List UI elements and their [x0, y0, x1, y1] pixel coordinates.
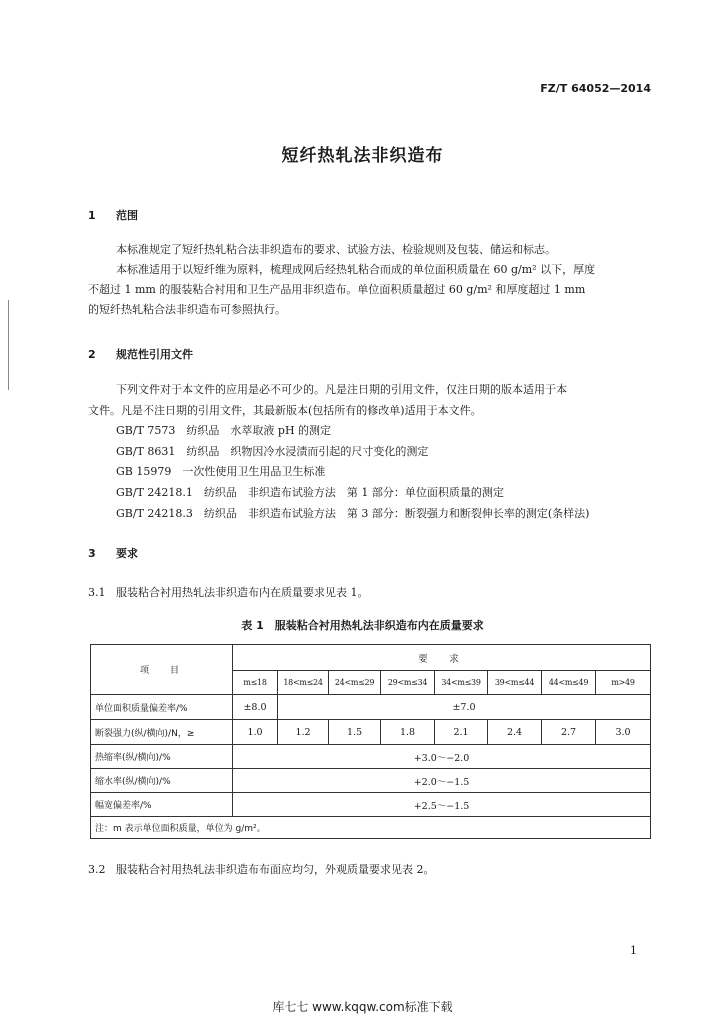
- reference-gb15979: GB 15979 一次性使用卫生用品卫生标准: [116, 465, 326, 478]
- s2-line-2: 文件。凡是不注日期的引用文件，其最新版本(包括所有的修改单)适用于本文件。: [88, 404, 482, 417]
- clause-3-1-number: 3.1: [88, 586, 106, 599]
- section-2-number: 2: [88, 348, 96, 361]
- section-3-heading: [88, 545, 138, 561]
- row-label-breaking-strength: 断裂强力(纵/横向)/N，≥: [91, 720, 233, 745]
- table-cell: +3.0～−2.0: [233, 745, 651, 769]
- table-1: [90, 644, 651, 839]
- table-header-requirement: [233, 645, 651, 671]
- section-3-number: 3: [88, 547, 96, 560]
- table-cell: ±7.0: [278, 695, 651, 720]
- requirement-header-text: 要 求: [418, 653, 465, 665]
- clause-3-2-number: 3.2: [88, 863, 106, 876]
- table-cell: 1.0: [233, 720, 278, 745]
- table-1-caption: 表 1 服装粘合衬用热轧法非织造布内在质量要求: [241, 619, 484, 632]
- row-label-water-shrinkage: 缩水率(纵/横向)/%: [91, 769, 233, 793]
- s1-line-1: 本标准规定了短纤热轧粘合法非织造布的要求、试验方法、检验规则及包装、储运和标志。: [116, 243, 556, 256]
- table-row: [91, 745, 651, 769]
- range-col-7: 44<m≤49: [542, 671, 596, 695]
- clause-3-1: [88, 583, 369, 603]
- table-header-item: [91, 645, 233, 695]
- section-2-title: 规范性引用文件: [116, 348, 193, 361]
- table-note-row: [91, 817, 651, 839]
- table-cell: 2.4: [488, 720, 542, 745]
- clause-3-1-text: 服装粘合衬用热轧法非织造布内在质量要求见表 1。: [116, 586, 369, 599]
- s1-line-3: 不超过 1 mm 的服装粘合衬用和卫生产品用非织造布。单位面积质量超过 60 g/m² 和厚度超过 1 mm: [88, 283, 586, 296]
- range-col-5: 34<m≤39: [435, 671, 488, 695]
- table-row: [91, 695, 651, 720]
- table-row: [91, 769, 651, 793]
- item-header-text: 项 目: [139, 666, 185, 676]
- range-col-8: m>49: [596, 671, 651, 695]
- scan-margin-line: [8, 300, 9, 390]
- standard-number: FZ/T 64052—2014: [540, 82, 651, 95]
- reference-gbt8631: GB/T 8631 纺织品 织物因冷水浸渍而引起的尺寸变化的测定: [116, 445, 429, 458]
- table-cell: ±8.0: [233, 695, 278, 720]
- table-cell: 2.7: [542, 720, 596, 745]
- row-label-mass-deviation: 单位面积质量偏差率/%: [91, 695, 233, 720]
- table-row: [91, 720, 651, 745]
- table-cell: 3.0: [596, 720, 651, 745]
- page-number: 1: [630, 944, 637, 957]
- clause-3-2-text: 服装粘合衬用热轧法非织造布布面应均匀，外观质量要求见表 2。: [116, 863, 435, 876]
- section-1-heading: [88, 207, 138, 223]
- reference-gbt24218-1: GB/T 24218.1 纺织品 非织造布试验方法 第 1 部分：单位面积质量的测定: [116, 486, 504, 499]
- table-row: [91, 793, 651, 817]
- section-1-title: 范围: [116, 209, 138, 222]
- row-label-heat-shrinkage: 热缩率(纵/横向)/%: [91, 745, 233, 769]
- table-cell: +2.0～−1.5: [233, 769, 651, 793]
- section-2-heading: [88, 346, 193, 362]
- footer-watermark: 库七七 www.kqqw.com标准下载: [272, 1000, 453, 1014]
- section-1-number: 1: [88, 209, 96, 222]
- table-cell: 1.8: [381, 720, 435, 745]
- clause-3-2: [88, 860, 435, 880]
- range-col-1: m≤18: [233, 671, 278, 695]
- row-label-width-deviation: 幅宽偏差率/%: [91, 793, 233, 817]
- section-3-title: 要求: [116, 547, 138, 560]
- reference-gbt24218-3: GB/T 24218.3 纺织品 非织造布试验方法 第 3 部分：断裂强力和断裂伸长率的测定(条样法): [116, 507, 590, 520]
- s2-line-1: 下列文件对于本文件的应用是必不可少的。凡是注日期的引用文件，仅注日期的版本适用于本: [116, 383, 567, 396]
- table-cell: 2.1: [435, 720, 488, 745]
- s1-line-4: 的短纤热轧粘合法非织造布可参照执行。: [88, 303, 286, 316]
- reference-gbt7573: GB/T 7573 纺织品 水萃取液 pH 的测定: [116, 424, 332, 437]
- range-col-2: 18<m≤24: [278, 671, 329, 695]
- range-col-6: 39<m≤44: [488, 671, 542, 695]
- table-cell: +2.5～−1.5: [233, 793, 651, 817]
- range-col-4: 29<m≤34: [381, 671, 435, 695]
- table-cell: 1.5: [329, 720, 381, 745]
- s1-line-2: 本标准适用于以短纤维为原料，梳理成网后经热轧粘合而成的单位面积质量在 60 g/m² 以下，厚度: [116, 263, 596, 276]
- range-col-3: 24<m≤29: [329, 671, 381, 695]
- table-note: 注：m 表示单位面积质量，单位为 g/m²。: [91, 817, 651, 839]
- document-title: 短纤热轧法非织造布: [281, 146, 444, 166]
- table-cell: 1.2: [278, 720, 329, 745]
